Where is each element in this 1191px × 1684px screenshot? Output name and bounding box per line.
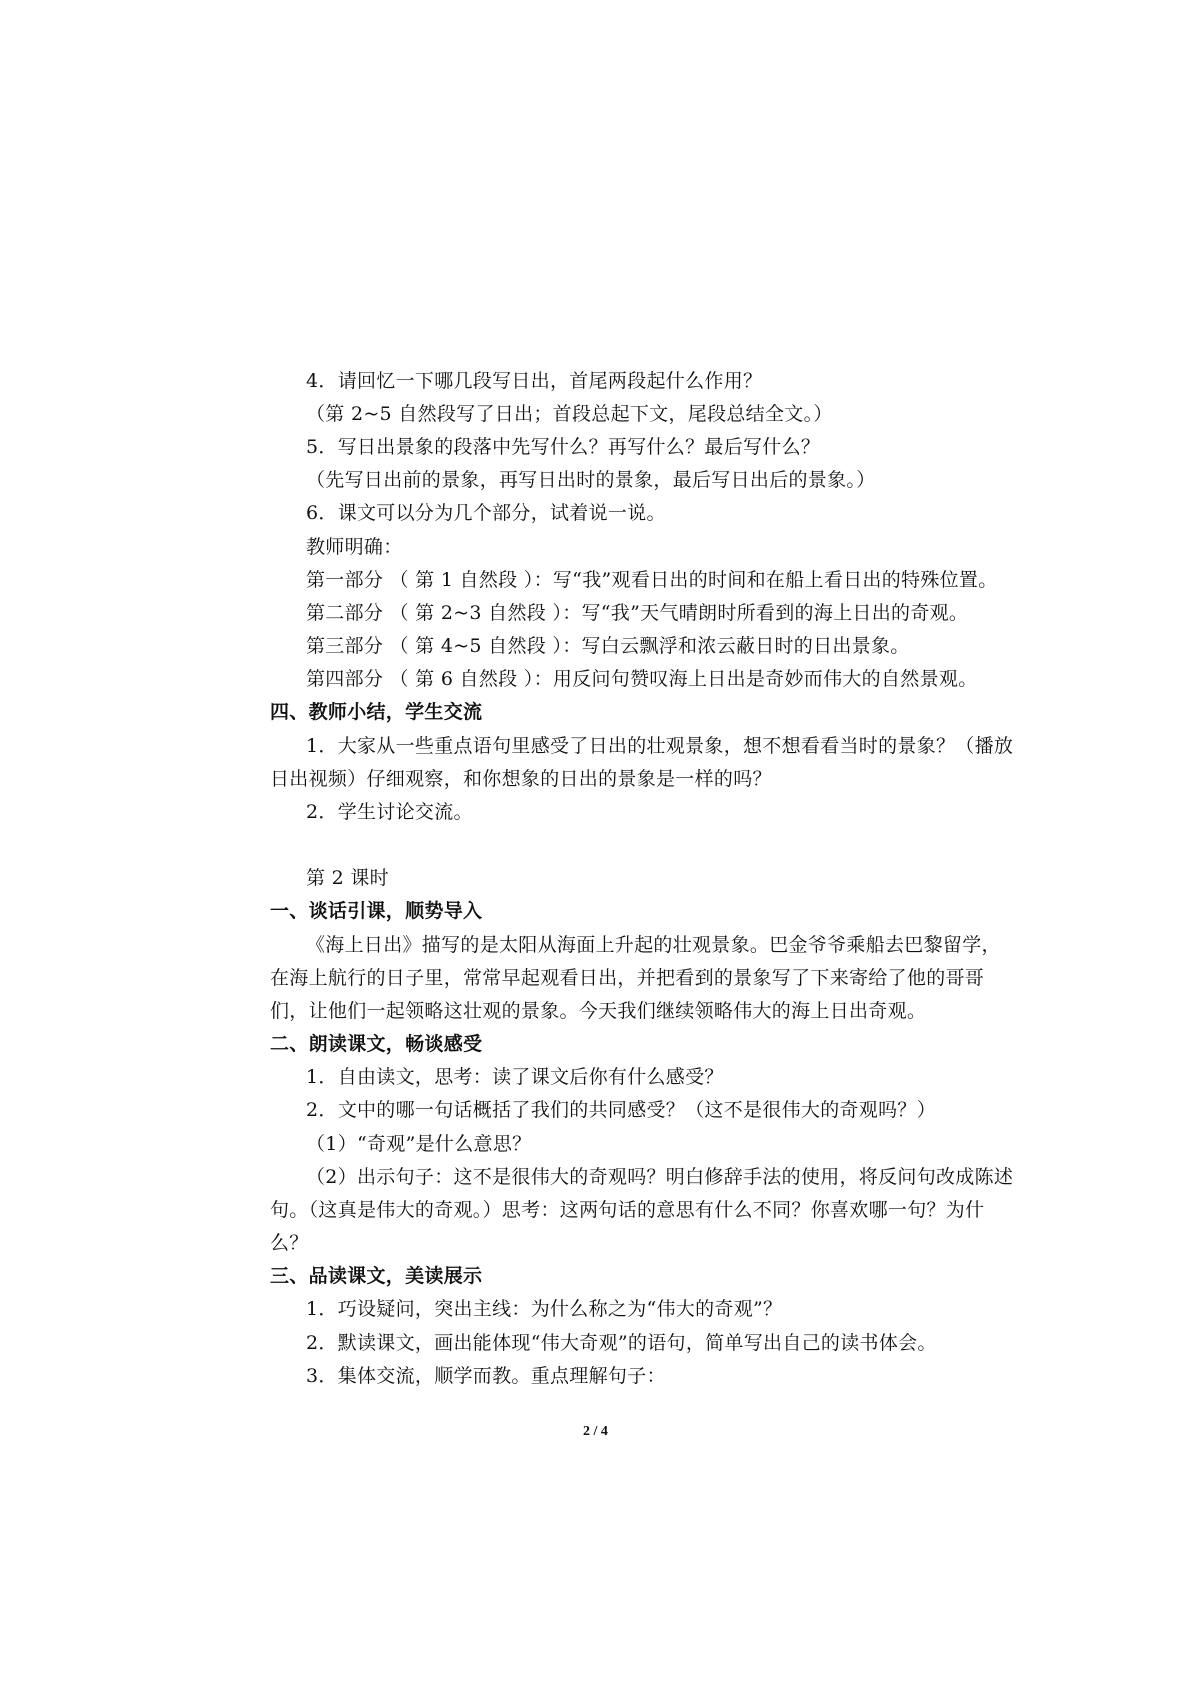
answer-4: （第 2~5 自然段写了日出；首段总起下文，尾段总结全文。） xyxy=(306,403,833,425)
appreciate-item-3: 3．集体交流，顺学而教。重点理解句子： xyxy=(306,1365,666,1387)
question-5: 5．写日出景象的段落中先写什么？再写什么？最后写什么？ xyxy=(306,436,821,458)
question-6: 6．课文可以分为几个部分，试着说一说。 xyxy=(306,502,666,524)
part-2: 第二部分 （ 第 2~3 自然段 ）：写“我”天气晴朗时所看到的海上日出的奇观。 xyxy=(306,602,969,624)
summary-item-1: 1．大家从一些重点语句里感受了日出的壮观景象，想不想看看当时的景象？（播放 xyxy=(306,735,1014,757)
reading-subitem-2-cont-2: 么？ xyxy=(270,1232,309,1254)
section-heading-2: 二、朗读课文，畅谈感受 xyxy=(270,1033,483,1055)
intro-paragraph: 《海上日出》描写的是太阳从海面上升起的壮观景象。巴金爷爷乘船去巴黎留学， xyxy=(306,934,1001,956)
reading-subitem-2-cont: 句。（这真是伟大的奇观。）思考：这两句话的意思有什么不同？你喜欢哪一句？为什 xyxy=(270,1199,985,1221)
question-4: 4．请回忆一下哪几段写日出，首尾两段起什么作用？ xyxy=(306,370,763,392)
reading-subitem-2: （2）出示句子：这不是很伟大的奇观吗？明白修辞手法的使用，将反问句改成陈述 xyxy=(306,1166,1014,1188)
summary-item-2: 2．学生讨论交流。 xyxy=(306,801,473,823)
section-heading-1: 一、谈话引课，顺势导入 xyxy=(270,900,483,922)
summary-item-1-cont: 日出视频）仔细观察，和你想象的日出的景象是一样的吗？ xyxy=(270,768,772,790)
intro-paragraph-cont-2: 们，让他们一起领略这壮观的景象。今天我们继续领略伟大的海上日出奇观。 xyxy=(270,1000,927,1022)
section-heading-4: 四、教师小结，学生交流 xyxy=(270,701,483,723)
appreciate-item-1: 1．巧设疑问，突出主线：为什么称之为“伟大的奇观”？ xyxy=(306,1298,783,1320)
reading-item-1: 1．自由读文，思考：读了课文后你有什么感受？ xyxy=(306,1066,724,1088)
reading-subitem-1: （1）“奇观”是什么意思？ xyxy=(306,1133,532,1155)
intro-paragraph-cont-1: 在海上航行的日子里，常常早起观看日出，并把看到的景象写了下来寄给了他的哥哥 xyxy=(270,967,985,989)
part-1: 第一部分 （ 第 1 自然段 ）：写“我”观看日出的时间和在船上看日出的特殊位置。 xyxy=(306,569,998,591)
lesson-2-title: 第 2 课时 xyxy=(306,867,389,889)
teacher-clarify: 教师明确： xyxy=(306,536,403,558)
appreciate-item-2: 2．默读课文，画出能体现“伟大奇观”的语句，简单写出自己的读书体会。 xyxy=(306,1332,937,1354)
page-number: 2 / 4 xyxy=(583,1424,608,1439)
reading-item-2: 2．文中的哪一句话概括了我们的共同感受？（这不是很伟大的奇观吗？） xyxy=(306,1099,936,1121)
section-heading-3: 三、品读课文，美读展示 xyxy=(270,1265,483,1287)
part-3: 第三部分 （ 第 4~5 自然段 ）：写白云飘浮和浓云蔽日时的日出景象。 xyxy=(306,635,910,657)
part-4: 第四部分 （ 第 6 自然段 ）：用反问句赞叹海上日出是奇妙而伟大的自然景观。 xyxy=(306,668,978,690)
answer-5: （先写日出前的景象，再写日出时的景象，最后写日出后的景象。） xyxy=(306,469,876,491)
